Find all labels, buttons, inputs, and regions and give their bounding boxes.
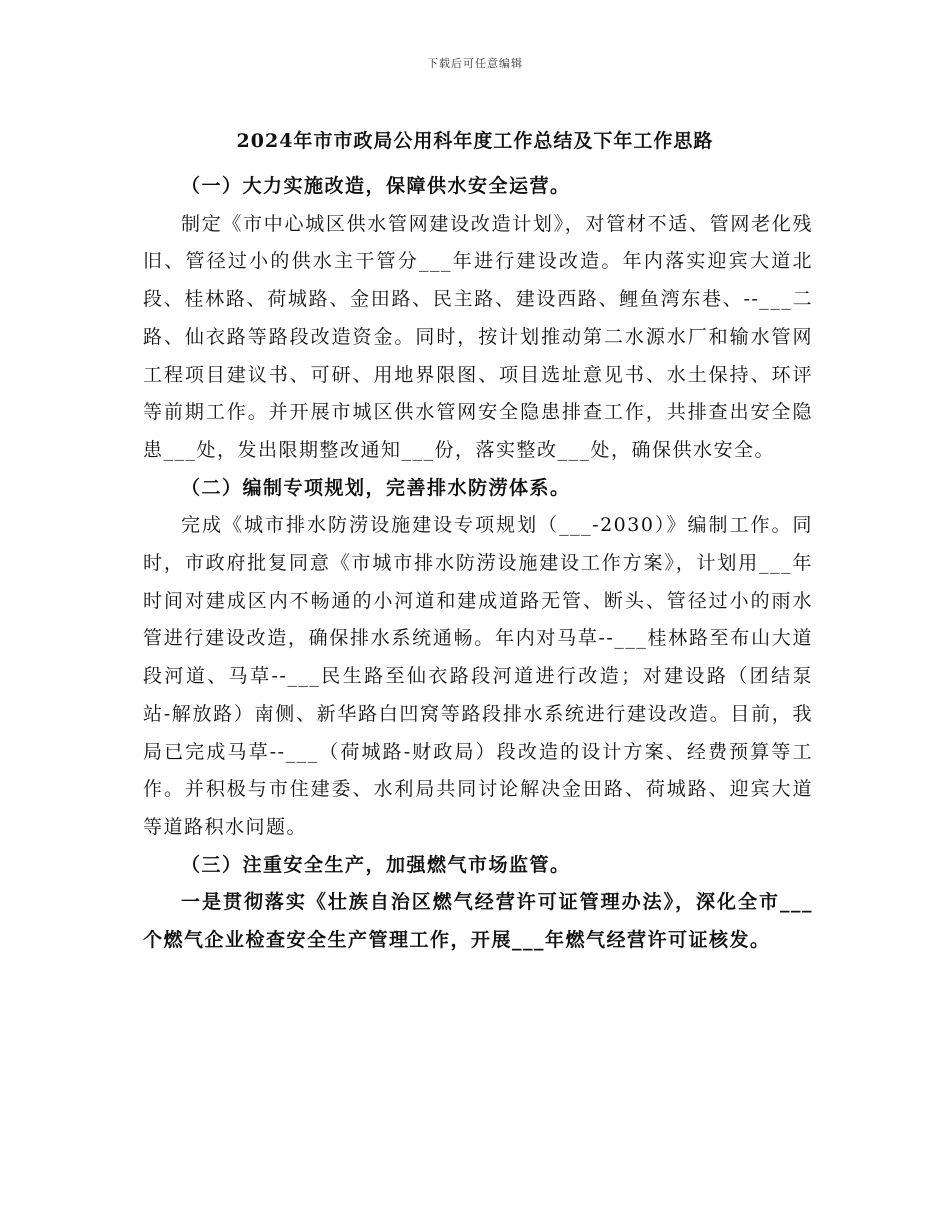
section-heading-3: （三）注重安全生产，加强燃气市场监管。 xyxy=(181,853,571,876)
header-note: 下载后可任意编辑 xyxy=(427,57,523,70)
section-heading-2: （二）编制专项规划，完善排水防涝体系。 xyxy=(181,476,571,499)
document-title: 2024年市市政局公用科年度工作总结及下年工作思路 xyxy=(236,130,714,152)
section-paragraph-1: 制定《市中心城区供水管网建设改造计划》，对管材不适、管网老化残旧、管径过小的供水主干管分___年进行建设改造。年内落实迎宾大道北段、桂林路、荷城路、金田路、民主路、建设西路、鲤鱼湾东巷、--___二路、仙衣路等路段改造资金。同时，按计划推动第二水源水厂和输水管网工程项目建议书、可研、用地界限图、项目选址意见书、水土保持、环评等前期工作。并开展市城区供水管网安全隐患排查工作，共排查出安全隐患___处，发出限期整改通知___份，落实整改___处，确保供水安全。 xyxy=(143,212,813,461)
section-heading-1: （一）大力实施改造，保障供水安全运营。 xyxy=(181,175,571,197)
document-body xyxy=(143,168,813,960)
section-paragraph-3: 一是贯彻落实《壮族自治区燃气经营许可证管理办法》，深化全市___个燃气企业检查安全生产管理工作，开展___年燃气经营许可证核发。 xyxy=(143,891,813,952)
section-paragraph-2: 完成《城市排水防涝设施建设专项规划（___-2030）》编制工作。同时，市政府批复同意《市城市排水防涝设施建设工作方案》，计划用___年时间对建成区内不畅通的小河道和建成道路无管、断头、管径过小的雨水管进行建设改造，确保排水系统通畅。年内对马草--___桂林路至布山大道段河道、马草--___民生路至仙衣路段河道进行改造；对建设路（团结泵站-解放路）南侧、新华路白凹窝等路段排水系统进行建设改造。目前，我局已完成马草--___（荷城路-财政局）段改造的设计方案、经费预算等工作。并积极与市住建委、水利局共同讨论解决金田路、荷城路、迎宾大道等道路积水问题。 xyxy=(143,514,813,838)
